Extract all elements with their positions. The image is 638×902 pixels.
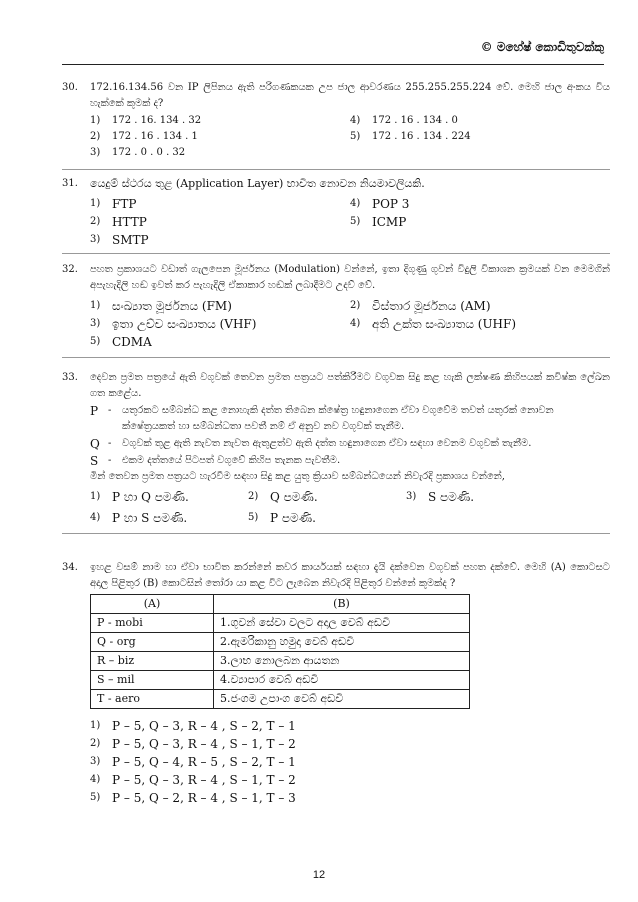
statement-q: Q - වගුවක් තුළ ඇති නැවත නැවත ඇතුළත්ව ඇති දත්ත හඳුනාගෙන ඒවා සඳහා වෙනම වගුවක් තැනීම. <box>90 437 532 451</box>
question-closing: මින් තෙවන ප්‍රමත පත්‍රයට හැරවීම සඳහා සිදු කළ යුතු ක්‍රියාව සම්බන්ධයෙන් නිවැරදි ප්‍රකාශය වන්නේ, <box>90 471 505 482</box>
option-1[interactable]: 1) FTP <box>90 197 137 211</box>
question-number: 30. <box>62 82 78 93</box>
author-header: © මහේෂ් කොඩිතුවක්කු <box>480 40 604 54</box>
option-5[interactable]: 5) CDMA <box>90 335 152 349</box>
question-divider <box>62 357 610 358</box>
table-header-row <box>91 595 470 614</box>
option-1[interactable]: 1) 172 . 16. 134 . 32 <box>90 115 202 126</box>
question-text: දෙවන ප්‍රමත පත්‍රයේ ඇති වගුවක් තෙවන ප්‍රමත පත්‍රයට පත්කිරීමට වගුවක සිදු කළ හැකි ලක්ෂණ කිහිපයක් කවිෂ්ක ලේඛන ගත කළේය. <box>90 372 610 399</box>
option-3[interactable]: 3) ඉතා උච්ච සංඛ්‍යාතය (VHF) <box>90 317 257 331</box>
domain-table <box>90 594 470 709</box>
option-4[interactable]: 4) 172 . 16 . 134 . 0 <box>350 115 458 126</box>
page-number: 12 <box>312 869 326 881</box>
question-text: පහත ප්‍රකාශයට වඩාත් ගැලපෙන මූර්ජනය (Modulation) වන්නේ, ඉතා දිගුණු ගුවන් විදුලි විකාශන ක්‍රමයක් වන මෙමගින් අපැහැදිලි හඬ ඉවත් කර පැහැදිලි ඒකාකාර හඬක් ලබාදීමට උදව් වේ. <box>90 264 610 291</box>
option-5[interactable]: 5) ICMP <box>350 215 407 229</box>
option-3[interactable]: 3) P – 5, Q – 4, R – 5 , S – 2, T – 1 <box>90 755 296 769</box>
table-row: T - aero 5.ජංගම උපාංග වෙබ් අඩවි <box>91 690 470 709</box>
question-30 <box>62 80 610 170</box>
option-4[interactable]: 4) POP 3 <box>350 197 410 211</box>
question-text: 172.16.134.56 වන IP ලිපිනය ඇති පරිගණකයක උප ජාල ආවරණය 255.255.255.224 වේ. මෙහි ජාල අංකය විය හැක්කේ කුමක් ද? <box>90 82 610 109</box>
question-number: 32. <box>62 264 78 275</box>
table-row: Q - org 2.ඇමරිකානු හමුදා වෙබ් අඩවි <box>91 633 470 652</box>
question-divider <box>62 533 610 534</box>
option-2[interactable]: 2) විස්තාර මූර්ජනය (AM) <box>350 299 491 313</box>
question-text: යෙදුම් ස්ථරය තුළ (Application Layer) භාවිත නොවන නියමාවලියකි. <box>90 177 425 190</box>
question-number: 34. <box>62 562 78 573</box>
statement-p: P - යතුරකට සම්බන්ධ කළ නොහැකි දත්ත තිබෙන ක්ෂේත්‍ර හඳුනාගෙන ඒවා වගුවේම තවත් යතුරක් නොවන ක්ෂේත්‍රයකත් හා සම්බන්ධතා පවතී නම් ඒ අනුව නව වගුවක් තැනීම. <box>90 404 554 432</box>
option-2[interactable]: 2) HTTP <box>90 215 147 229</box>
option-3[interactable]: 3) S පමණි. <box>406 490 475 504</box>
statement-s: S - එකම දත්තයේ පිටපත් වගුවේ කිහිප තැනක පැවතීම. <box>90 454 341 468</box>
question-number: 31. <box>62 178 78 189</box>
option-2[interactable]: 2) Q පමණි. <box>248 490 318 504</box>
question-33 <box>62 370 610 534</box>
option-1[interactable]: 1) P හා Q පමණි. <box>90 490 189 504</box>
table-row: P - mobi 1.ගුවන් සේවා වලට අදාල වෙබ් අඩවි <box>91 614 470 633</box>
table-header-b: (B) <box>214 595 470 614</box>
option-3[interactable]: 3) 172 . 0 . 0 . 32 <box>90 147 186 158</box>
question-number: 33. <box>62 372 78 383</box>
question-31 <box>62 176 610 254</box>
option-1[interactable]: 1) සංඛ්‍යාත මූර්ජනය (FM) <box>90 299 232 313</box>
option-4[interactable]: 4) අති උක්ත සංඛ්‍යාතය (UHF) <box>350 317 517 331</box>
question-divider <box>62 253 610 254</box>
header-divider <box>62 64 604 65</box>
option-4[interactable]: 4) P හා S පමණි. <box>90 511 188 525</box>
question-divider <box>62 169 610 170</box>
option-5[interactable]: 5) P – 5, Q – 2, R – 4 , S – 1, T – 3 <box>90 791 296 805</box>
option-2[interactable]: 2) P – 5, Q – 3, R – 4 , S – 1, T – 2 <box>90 737 296 751</box>
table-header-a: (A) <box>91 595 214 614</box>
option-2[interactable]: 2) 172 . 16 . 134 . 1 <box>90 131 198 142</box>
table-row: S – mil 4.ව්‍යාපාර වෙබ් අඩවි <box>91 671 470 690</box>
question-34 <box>62 560 610 807</box>
option-3[interactable]: 3) SMTP <box>90 233 149 247</box>
option-1[interactable]: 1) P – 5, Q – 3, R – 4 , S – 2, T – 1 <box>90 719 296 733</box>
option-5[interactable]: 5) P පමණි. <box>248 511 316 525</box>
option-4[interactable]: 4) P – 5, Q – 3, R – 4 , S – 1, T – 2 <box>90 773 296 787</box>
question-text: ඉහළ වසම් නාම හා ඒවා භාවිත කරන්නේ කවර කාර්යයක් සඳහා දැයි දක්වෙන වගුවක් පහත දක්වේ. මෙහි (A) කොටසට අදාල පිළිතුර (B) කොටසින් තෝරා යා කළ විට ලැබෙන නිවැරදි පිළිතුර වන්නේ කුමක්ද ? <box>90 562 610 589</box>
option-5[interactable]: 5) 172 . 16 . 134 . 224 <box>350 131 471 142</box>
table-row: R – biz 3.ලාභ නොලබන ආයතන <box>91 652 470 671</box>
question-32 <box>62 262 610 358</box>
